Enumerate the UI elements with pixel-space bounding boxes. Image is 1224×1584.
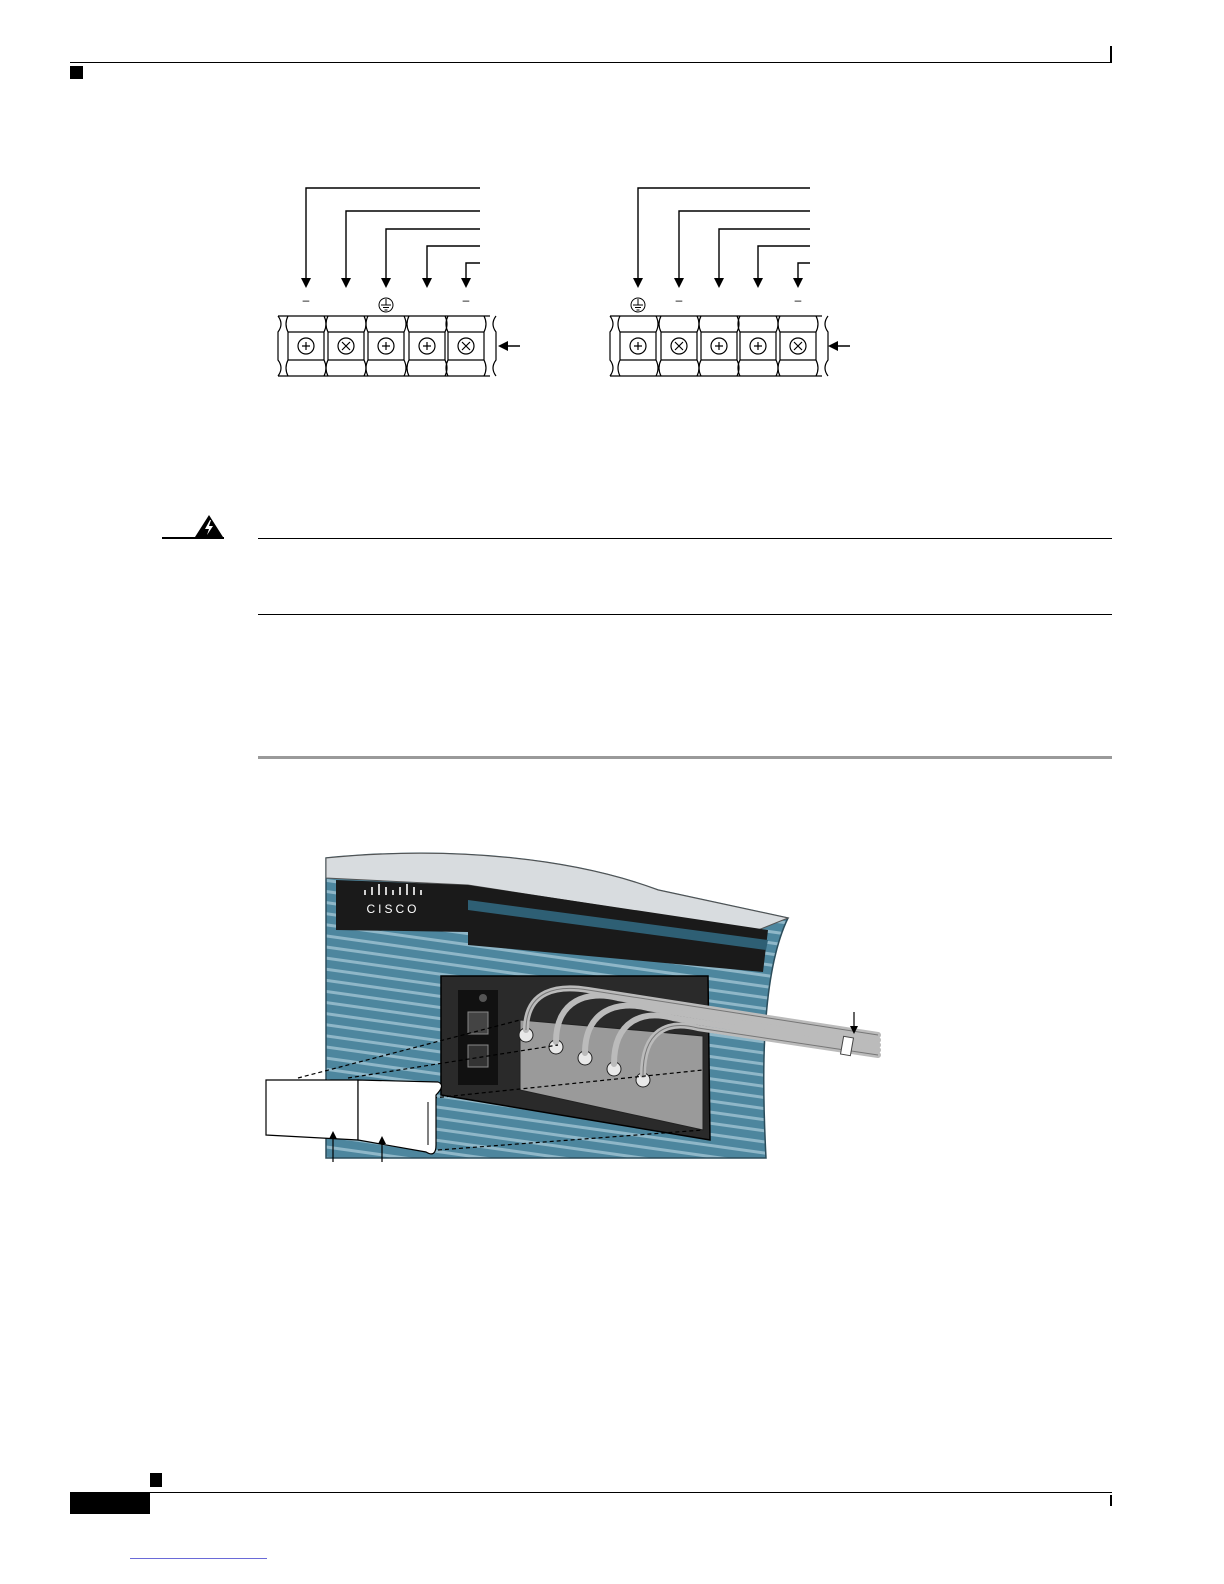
warning-triangle-lightning-icon (194, 514, 224, 538)
power-switch (468, 1012, 488, 1034)
leader-line (679, 211, 810, 284)
terminal-cell (446, 316, 486, 376)
leader-line (719, 229, 810, 284)
terminal-cell (366, 316, 406, 376)
footer-tick-mark (1110, 1495, 1112, 1506)
footer-page-tab (70, 1492, 150, 1514)
header-rule (70, 62, 1112, 63)
terminal-block-left (278, 316, 496, 376)
warning-rule-bottom (258, 614, 1112, 615)
cisco-logo-text: CISCO (366, 902, 420, 916)
leader-line (427, 246, 480, 284)
terminal-cell (407, 316, 447, 376)
ground-icon (631, 298, 645, 312)
ground-icon (379, 298, 393, 312)
leader-line (306, 188, 480, 284)
terminal-cell (699, 316, 739, 376)
header-tick-mark (1110, 46, 1112, 63)
terminal-block-diagram (270, 180, 860, 390)
terminal-block-right (610, 316, 828, 376)
footer-link-underline[interactable] (130, 1558, 267, 1559)
terminal-cell (778, 316, 818, 376)
warning-label-rule (162, 537, 224, 539)
terminal-cell (618, 316, 658, 376)
terminal-cell (326, 316, 366, 376)
terminal-cover-left (266, 1080, 358, 1140)
leader-line (346, 211, 480, 284)
terminal-cell (738, 316, 778, 376)
terminal-cover-right (358, 1080, 442, 1154)
negative-symbol: – (462, 293, 470, 307)
negative-symbol: – (302, 293, 310, 307)
footer-marker-square (150, 1473, 162, 1487)
negative-symbol: – (794, 293, 802, 307)
terminal-cell (286, 316, 326, 376)
leader-line (638, 188, 810, 284)
warning-rule-top (258, 538, 1112, 539)
terminal-cover-illustration (258, 840, 898, 1170)
negative-symbol: – (675, 293, 683, 307)
footer-rule (70, 1492, 1112, 1493)
terminal-cell (659, 316, 699, 376)
header-marker-square (70, 66, 83, 79)
procedure-rule (258, 756, 1112, 759)
